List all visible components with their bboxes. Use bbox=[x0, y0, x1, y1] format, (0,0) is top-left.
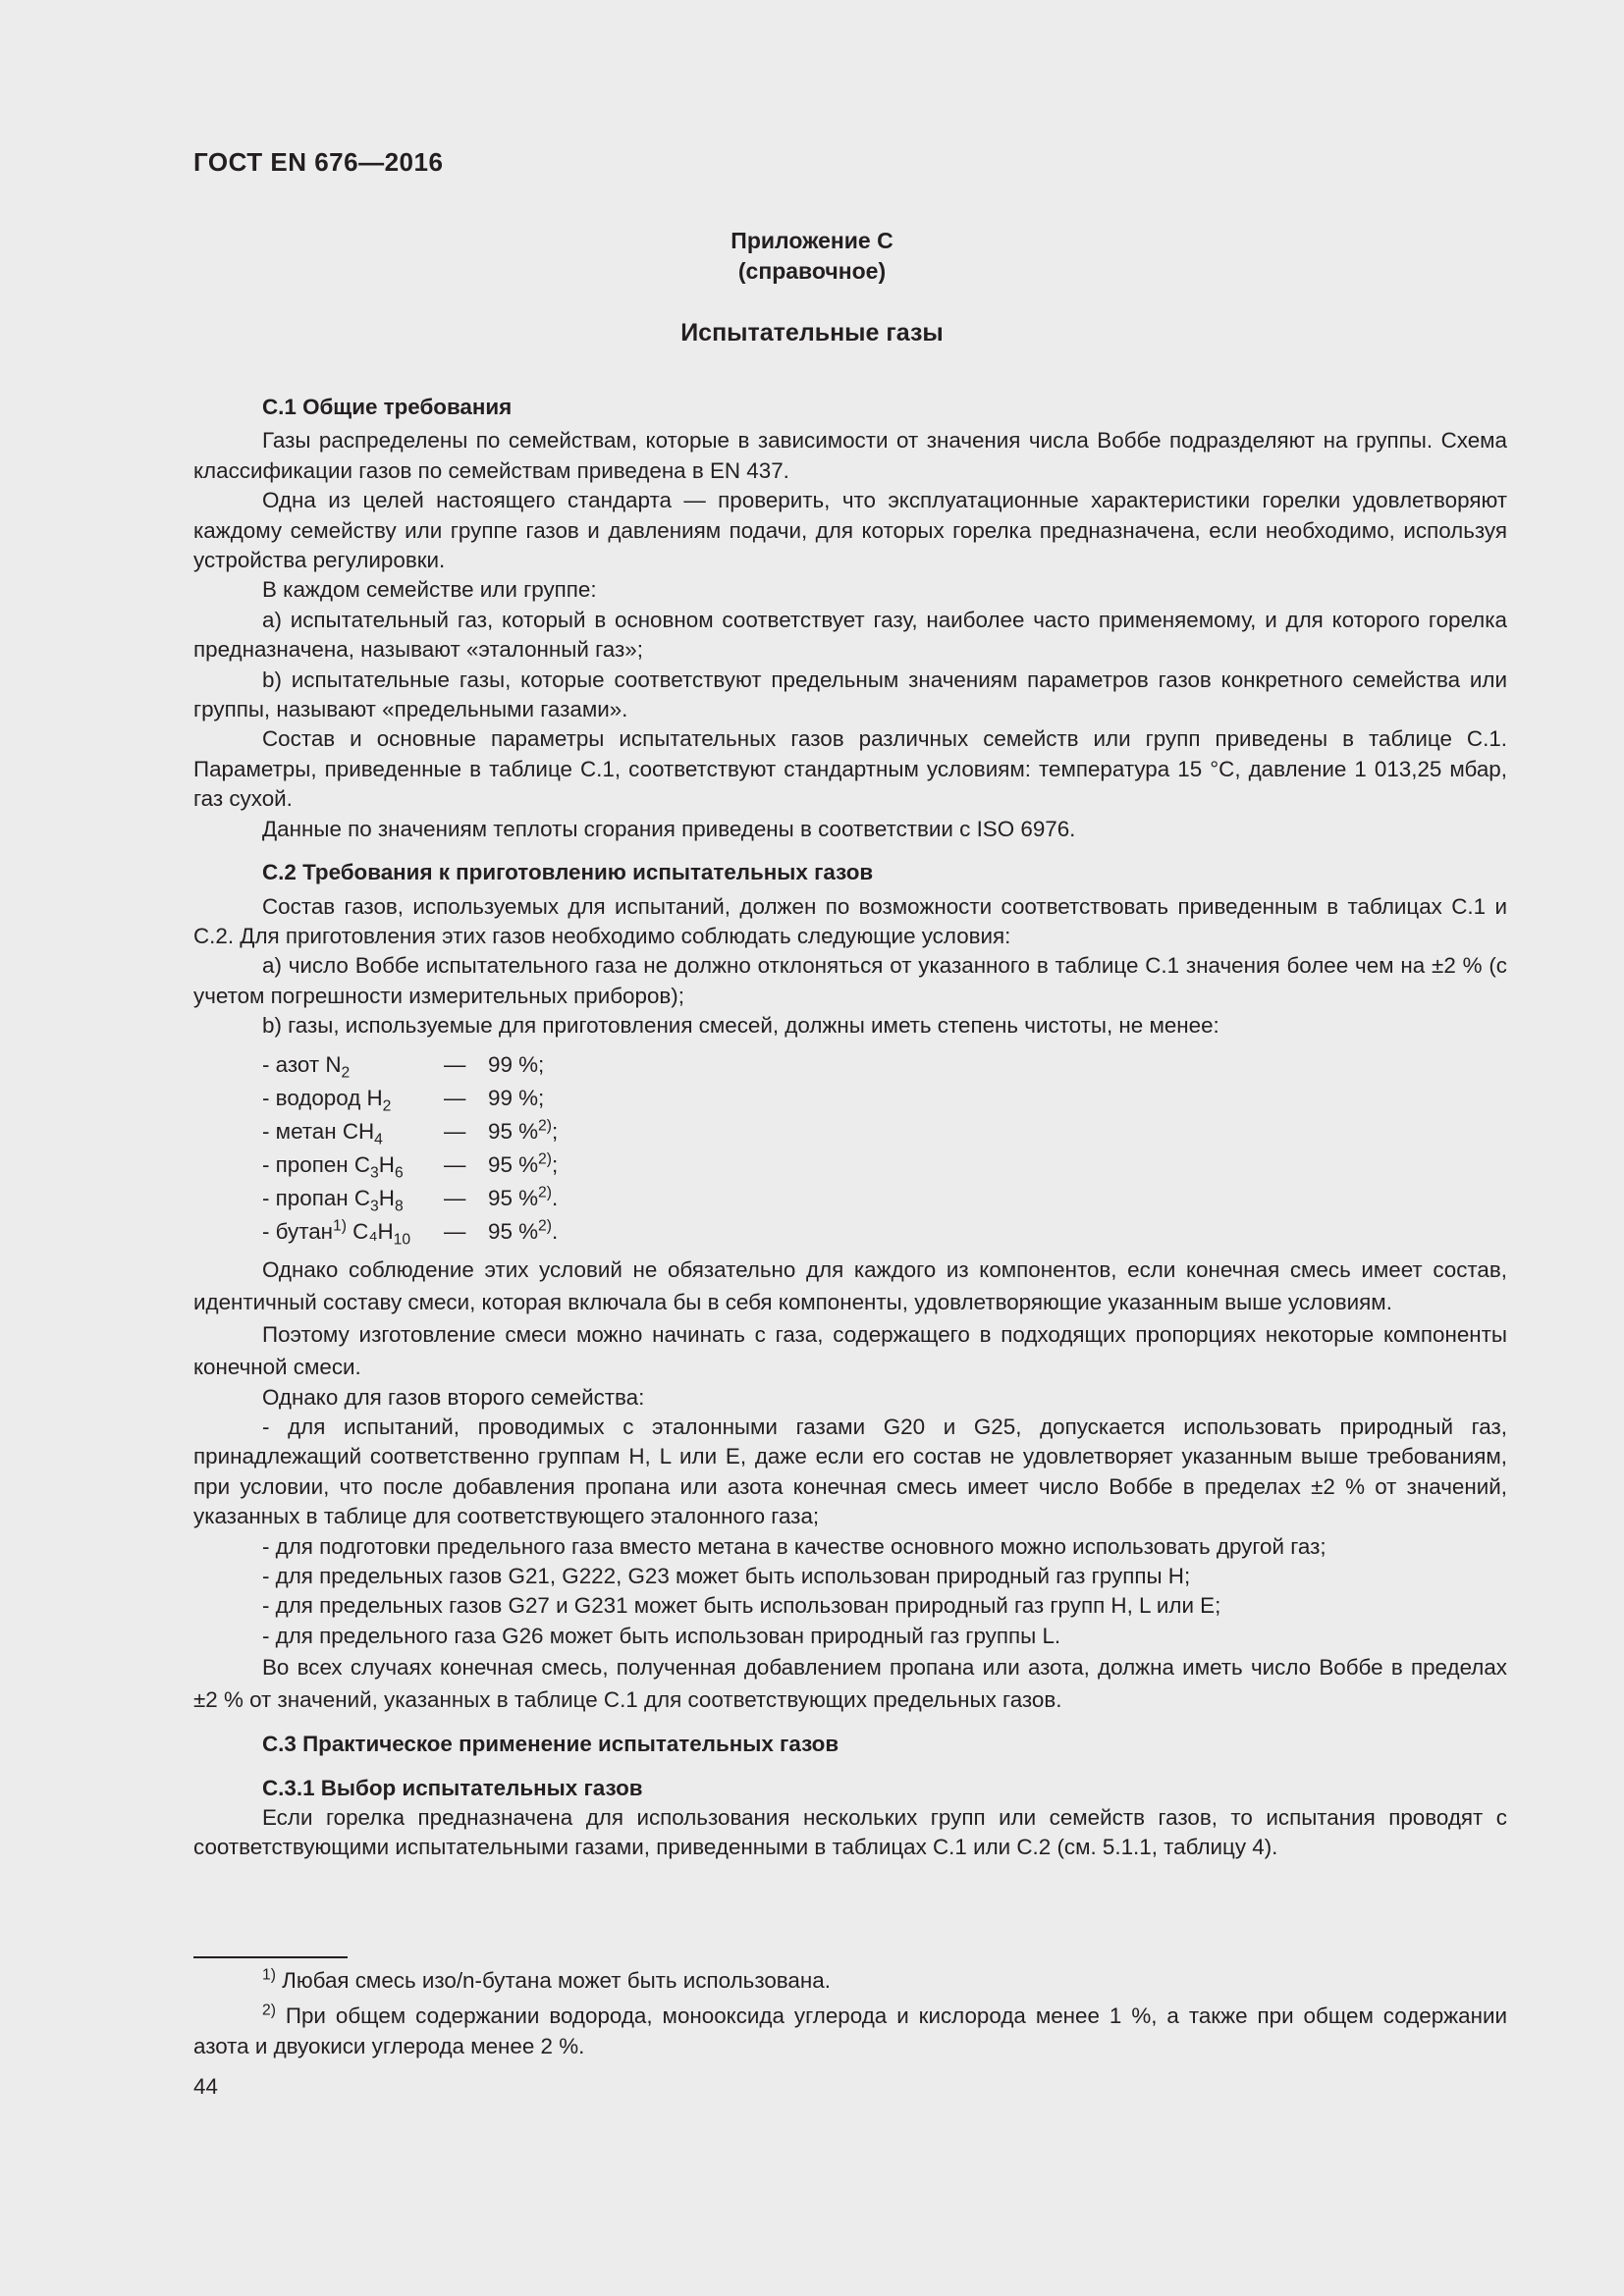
gas-value: 99 %; bbox=[488, 1086, 545, 1111]
gas-value: 95 %$^{2)}$; bbox=[488, 1117, 559, 1145]
footnote: $^{2)}$ При общем содержании водорода, монооксида углерода и кислорода менее 1 %, а также при общем содержании азота и двуокиси углерода менее 2 %. bbox=[193, 2002, 1507, 2058]
paragraph: В каждом семействе или группе: bbox=[262, 577, 597, 603]
paragraph: Одна из целей настоящего стандарта — проверить, что эксплуатационные характеристики горелки удовлетворяют каждому семейству или группе газов и давлениям подачи, для которых горелка предназначена, если необходимо, используя устройства регулировки. bbox=[193, 488, 1507, 573]
paragraph: - для испытаний, проводимых с эталонными газами G20 и G25, допускается использовать природный газ, принадлежащий соответственно группам H, L или E, даже если его состав не удовлетворяет указанным выше требованиям, при условии, что после добавления пропана или азота конечная смесь имеет число Воббе в пределах ±2 % от значений, указанных в таблице для соответствующего эталонного газа; bbox=[193, 1414, 1507, 1529]
gas-value: 99 %; bbox=[488, 1052, 545, 1078]
footnote: $^{1)}$ Любая смесь изо/n-бутана может быть использована. bbox=[262, 1966, 831, 1993]
section-heading-c3: С.3 Практическое применение испытательных газов bbox=[262, 1732, 839, 1757]
paragraph: Состав газов, используемых для испытаний, должен по возможности соответствовать приведенным в таблицах С.1 и С.2. Для приготовления этих газов необходимо соблюдать следующие условия: bbox=[193, 893, 1507, 948]
gas-name: - метан $CH_4$ bbox=[262, 1119, 383, 1148]
gas-dash: — bbox=[444, 1119, 466, 1145]
document-body bbox=[193, 393, 1507, 1863]
footnote-separator bbox=[193, 1956, 348, 1958]
paragraph: Во всех случаях конечная смесь, полученная добавлением пропана или азота, должна иметь число Воббе в пределах ±2 % от значений, указанных в таблице С.1 для соответствующих предельных газов. bbox=[193, 1655, 1507, 1713]
appendix-label: Приложение С bbox=[731, 228, 893, 253]
paragraph: a) число Воббе испытательного газа не должно отклоняться от указанного в таблице С.1 значения более чем на ±2 % (с учетом погрешности измерительных приборов); bbox=[193, 953, 1507, 1008]
gas-dash: — bbox=[444, 1152, 466, 1178]
paragraph: Данные по значениям теплоты сгорания приведены в соответствии с ISO 6976. bbox=[262, 816, 1076, 841]
gas-name: - водород $H_2$ bbox=[262, 1086, 392, 1115]
gas-purity-row bbox=[193, 1214, 1507, 1248]
list-item: - для предельных газов G27 и G231 может быть использован природный газ групп H, L или E; bbox=[262, 1593, 1221, 1619]
appendix-title: Испытательные газы bbox=[680, 319, 944, 347]
gas-dash: — bbox=[444, 1186, 466, 1211]
gas-purity-list bbox=[193, 1047, 1507, 1248]
gas-name: - бутан$^{1)}$ $C_4H_{10}$ bbox=[262, 1217, 411, 1249]
section-heading-c2: С.2 Требования к приготовлению испытательных газов bbox=[262, 860, 874, 885]
subsection-heading-c3-1: С.3.1 Выбор испытательных газов bbox=[262, 1775, 643, 1800]
paragraph: Поэтому изготовление смеси можно начинать с газа, содержащего в подходящих пропорциях некоторые компоненты конечной смеси. bbox=[193, 1321, 1507, 1379]
paragraph: Состав и основные параметры испытательных газов различных семейств или групп приведены в таблице С.1. Параметры, приведенные в таблице С.1, соответствуют стандартным условиям: температура 15 °С, давление 1 013,25 мбар, газ сухой. bbox=[193, 726, 1507, 812]
gas-purity-row bbox=[193, 1114, 1507, 1148]
page-number: 44 bbox=[193, 2074, 218, 2099]
gas-purity-row bbox=[193, 1081, 1507, 1114]
section-heading-c1: С.1 Общие требования bbox=[262, 395, 513, 419]
paragraph: Однако для газов второго семейства: bbox=[262, 1384, 645, 1410]
standard-header: ГОСТ EN 676—2016 bbox=[193, 147, 444, 177]
paragraph: Однако соблюдение этих условий не обязательно для каждого из компонентов, если конечная смесь имеет состав, идентичный составу смеси, которая включала бы в себя компоненты, удовлетворяющие указанным выше условиям. bbox=[193, 1256, 1507, 1314]
footnotes bbox=[193, 1966, 1507, 2061]
gas-dash: — bbox=[444, 1086, 466, 1111]
gas-purity-row bbox=[193, 1148, 1507, 1181]
paragraph: Газы распределены по семействам, которые в зависимости от значения числа Воббе подразделяют на группы. Схема классификации газов по семействам приведена в EN 437. bbox=[193, 428, 1507, 483]
paragraph: b) испытательные газы, которые соответствуют предельным значениям параметров газов конкретного семейства или группы, называют «предельными газами». bbox=[193, 667, 1507, 722]
gas-name: - пропан $C_3H_8$ bbox=[262, 1186, 404, 1215]
gas-name: - пропен $C_3H_6$ bbox=[262, 1152, 404, 1182]
paragraph: Если горелка предназначена для использования нескольких групп или семейств газов, то испытания проводят с соответствующими испытательными газами, приведенными в таблицах С.1 или С.2 (см. 5.1.1, таблицу 4). bbox=[193, 1805, 1507, 1860]
paragraph: a) испытательный газ, который в основном соответствует газу, наиболее часто применяемому, и для которого горелка предназначена, называют «эталонный газ»; bbox=[193, 607, 1507, 663]
list-item: - для предельного газа G26 может быть использован природный газ группы L. bbox=[262, 1623, 1061, 1648]
gas-dash: — bbox=[444, 1219, 466, 1245]
gas-value: 95 %$^{2)}$. bbox=[488, 1217, 559, 1245]
list-item: - для предельных газов G21, G222, G23 может быть использован природный газ группы H; bbox=[262, 1563, 1191, 1588]
gas-purity-row bbox=[193, 1181, 1507, 1214]
appendix-kind: (справочное) bbox=[737, 258, 887, 284]
gas-purity-row bbox=[193, 1047, 1507, 1081]
gas-dash: — bbox=[444, 1052, 466, 1078]
gas-name: - азот $N_2$ bbox=[262, 1052, 351, 1082]
gas-value: 95 %$^{2)}$; bbox=[488, 1150, 559, 1178]
paragraph: b) газы, используемые для приготовления смесей, должны иметь степень чистоты, не менее: bbox=[262, 1013, 1219, 1039]
list-item: - для подготовки предельного газа вместо метана в качестве основного можно использовать другой газ; bbox=[262, 1533, 1326, 1559]
gas-value: 95 %$^{2)}$. bbox=[488, 1184, 559, 1211]
